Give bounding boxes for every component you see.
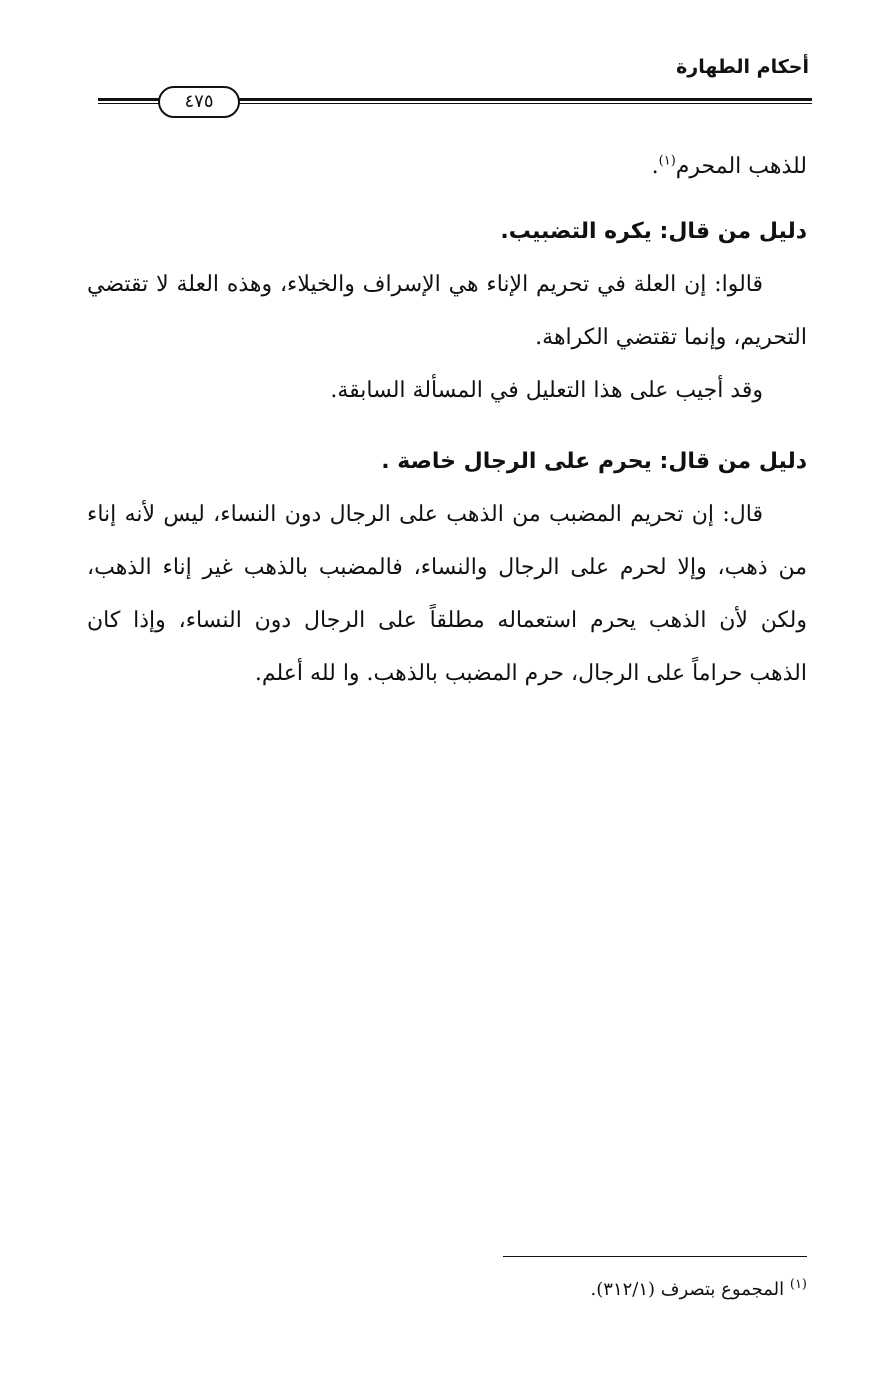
paragraph-1-end: . <box>651 154 659 179</box>
page-number: ٤٧٥ <box>158 86 240 118</box>
running-title: أحكام الطهارة <box>676 56 809 78</box>
footnote-divider <box>503 1256 807 1257</box>
paragraph-4: قال: إن تحريم المضبب من الذهب على الرجال دون النساء، ليس لأنه إناء من ذهب، وإلا لحرم على الرجال والنساء، فالمضبب بالذهب غير إناء الذهب، ولكن لأن الذهب يحرم استعماله مطلقاً على الرجال دون النساء، وإذا كان الذهب حراماً على الرجال، حرم المضبب بالذهب. وا لله أعلم. <box>87 502 807 686</box>
paragraph-2: قالوا: إن العلة في تحريم الإناء هي الإسراف والخيلاء، وهذه العلة لا تقتضي التحريم، وإنما تقتضي الكراهة. <box>87 272 807 350</box>
footnote-text: المجموع بتصرف (٣١٢/١). <box>590 1279 785 1300</box>
section-heading-1: دليل من قال: يكره التضبيب. <box>500 219 807 244</box>
footnote-reference[interactable]: (١) <box>658 153 676 169</box>
section-heading-2: دليل من قال: يحرم على الرجال خاصة . <box>381 449 807 474</box>
footnote <box>487 1276 807 1304</box>
paragraph-1 <box>87 140 807 193</box>
paragraph-3: وقد أجيب على هذا التعليل في المسألة السابقة. <box>330 378 763 403</box>
main-text <box>87 140 807 700</box>
footnote-marker: (١) <box>789 1277 807 1292</box>
paragraph-1-text: للذهب المحرم <box>675 154 807 179</box>
